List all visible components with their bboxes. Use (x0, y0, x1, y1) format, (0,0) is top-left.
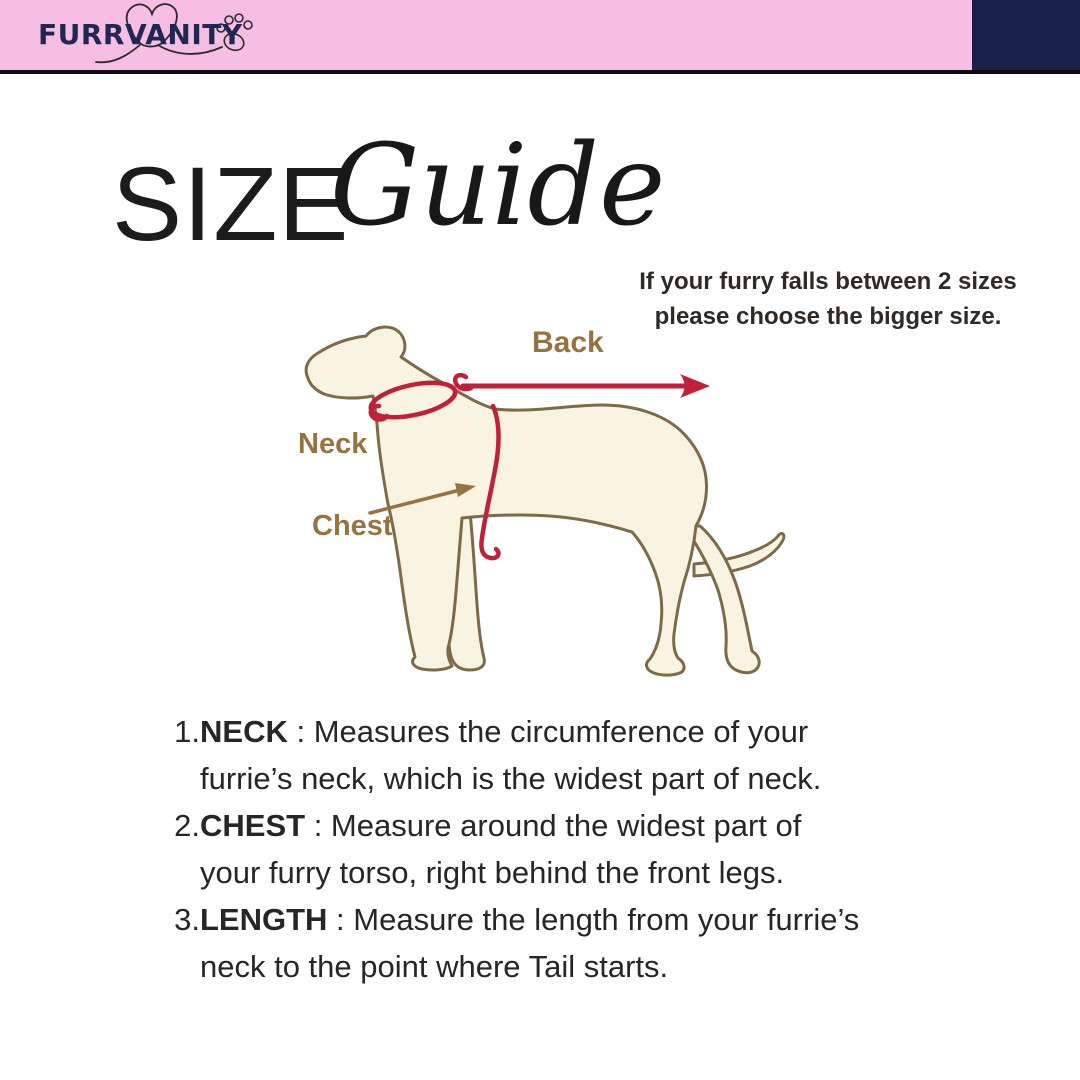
dog-far-rear-leg (684, 526, 759, 673)
item-number: 1. (174, 714, 200, 749)
header-accent-block (972, 0, 1080, 70)
item-separator: : (287, 714, 314, 749)
item-number: 2. (174, 808, 200, 843)
dog-illustration (280, 320, 800, 690)
back-arrowhead (680, 374, 710, 398)
item-description: Measure the length from your furrie’s neck to the point where Tail starts. (200, 902, 860, 984)
title-size: SIZE (112, 146, 350, 263)
dog-measurement-diagram (280, 320, 800, 690)
item-term: LENGTH (200, 902, 328, 937)
item-text (200, 708, 866, 802)
dog-body (306, 327, 706, 675)
title-guide: Guide (330, 121, 666, 251)
item-term: CHEST (200, 808, 306, 843)
brand-logo (28, 0, 278, 70)
item-text (200, 802, 866, 896)
instruction-item-length (164, 896, 866, 990)
size-note-line1: If your furry falls between 2 sizes (639, 268, 1017, 295)
neck-label: Neck (298, 428, 368, 460)
header-bar (0, 0, 1080, 74)
size-note-line2: please choose the bigger size. (654, 303, 1002, 330)
item-separator: : (327, 902, 354, 937)
item-description: Measure around the widest part of your furry torso, right behind the front legs. (200, 808, 802, 890)
chest-label: Chest (312, 510, 393, 542)
item-text (200, 896, 866, 990)
instruction-item-neck (164, 708, 866, 802)
item-number: 3. (174, 902, 200, 937)
instruction-item-chest (164, 802, 866, 896)
brand-name: FURRVANITY (38, 18, 243, 51)
item-separator: : (305, 808, 331, 843)
item-term: NECK (200, 714, 288, 749)
measurement-instructions (164, 708, 866, 990)
item-description: Measures the circumference of your furrie’s neck, which is the widest part of neck. (200, 714, 822, 796)
back-label: Back (532, 326, 604, 359)
